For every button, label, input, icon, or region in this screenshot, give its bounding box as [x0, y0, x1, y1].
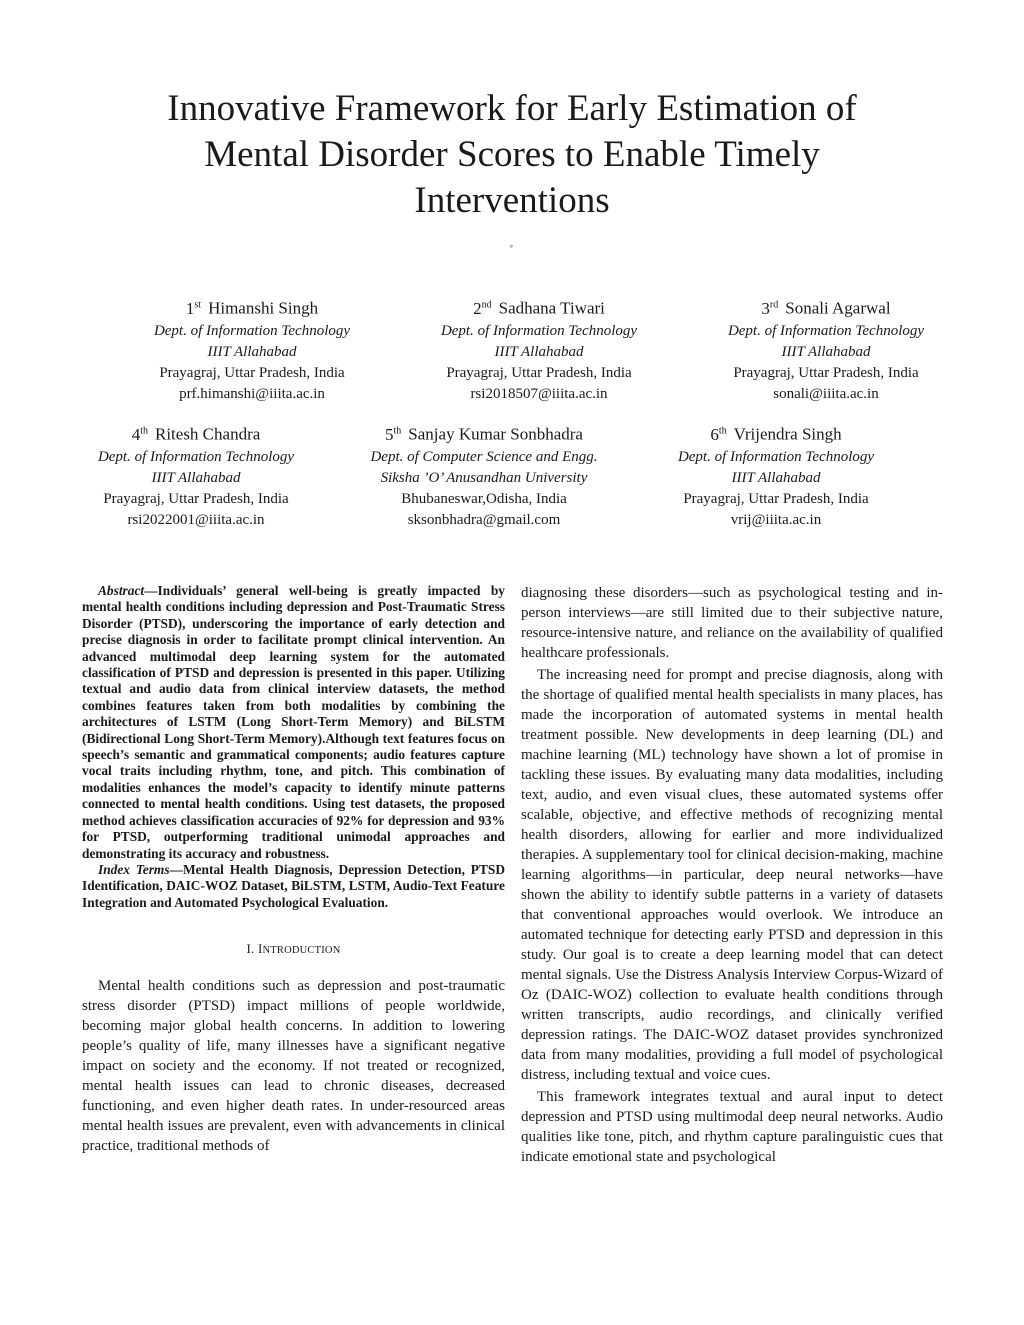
left-column — [82, 583, 505, 1156]
intro-paragraph-2: The increasing need for prompt and precise diagnosis, along with the shortage of qualified mental health specialists in many places, has made the incorporation of automated systems in mental health treatment possible. New developments in deep learning (DL) and machine learning (ML) technology have shown a lot of promise in tackling these issues. By evaluating many data modalities, including text, audio, and even visual clues, these automated systems offer scalable, objective, and effective methods of recognizing mental health disorders, allowing for earlier and more individualized therapies. A supplementary tool for clinical decision-making, machine learning algorithms—in particular, deep neural networks—have shown the ability to identify subtle patterns in a variety of datasets that conventional approaches would overlook. We introduce an automated technique for detecting early PTSD and depression in this study. Our goal is to create a deep learning model that can detect mental signals. Use the Distress Analysis Interview Corpus-Wizard of Oz (DAIC-WOZ) collection to evaluate health conditions through written transcripts, audio recordings, and clinically verified depression ratings. The DAIC-WOZ dataset provides synchronized data from many modalities, providing a full model of psychological distress, including textual and voice cues. — [521, 667, 943, 1083]
author-institution: IIIT Allahabad — [494, 343, 584, 360]
abstract — [82, 583, 505, 862]
author-dept: Dept. of Information Technology — [153, 322, 351, 339]
author-name-line: 5th Sanjay Kumar Sonbhadra — [385, 424, 583, 444]
title-line-3: Interventions — [414, 180, 610, 221]
author-email[interactable]: sonali@iiita.ac.in — [773, 385, 879, 402]
author-institution: IIIT Allahabad — [207, 343, 297, 360]
index-terms-label: Index Terms — [98, 861, 170, 877]
author-block-4 — [46, 420, 346, 531]
author-email[interactable]: sksonbhadra@gmail.com — [407, 511, 561, 528]
intro-paragraph-3: This framework integrates textual and aural input to detect depression and PTSD using multimodal deep neural networks. Audio qualities like tone, pitch, and rhythm capture paralinguistic cues that indicate emotional state and psychological — [521, 1089, 943, 1165]
author-name: Sanjay Kumar Sonbhadra — [408, 424, 583, 444]
title-line-1: Innovative Framework for Early Estimation of — [167, 88, 857, 129]
right-column — [521, 583, 943, 1167]
title-line-2: Mental Disorder Scores to Enable Timely — [204, 134, 820, 175]
author-name-line: 3rd Sonali Agarwal — [761, 298, 891, 318]
author-institution: Siksha ’O’ Anusandhan University — [380, 469, 588, 486]
author-block-6 — [626, 420, 926, 531]
section-numeral: I. — [246, 941, 255, 957]
section-title-rest: NTRODUCTION — [262, 945, 341, 957]
author-name-line: 6th Vrijendra Singh — [710, 424, 842, 444]
author-institution: IIIT Allahabad — [151, 469, 241, 486]
author-name: Himanshi Singh — [208, 298, 319, 318]
intro-paragraph-1-continued: diagnosing these disorders—such as psychological testing and in-person interviews—are still limited due to their subjective nature, resource-intensive nature, and reliance on the availability of qualified healthcare professionals. — [521, 585, 943, 661]
author-email[interactable]: prf.himanshi@iiita.ac.in — [179, 385, 325, 402]
author-location: Prayagraj, Uttar Pradesh, India — [159, 364, 345, 381]
author-dept: Dept. of Information Technology — [440, 322, 638, 339]
intro-paragraph-1: Mental health conditions such as depression and post-traumatic stress disorder (PTSD) impact millions of people worldwide, becoming major global health concerns. In addition to lowering people’s quality of life, many illnesses have a significant negative impact on society and the economy. If not treated or recognized, mental health issues can lead to chronic diseases, decreased functioning, and even higher death rates. In under-resourced areas mental health issues are prevalent, even with advancements in clinical practice, traditional methods of — [82, 978, 505, 1155]
section-heading-introduction — [82, 939, 505, 961]
author-email[interactable]: vrij@iiita.ac.in — [730, 511, 822, 528]
author-location: Bhubaneswar,Odisha, India — [401, 490, 567, 507]
abstract-label: Abstract — [98, 583, 145, 598]
author-name: Ritesh Chandra — [154, 424, 261, 444]
author-dept: Dept. of Information Technology — [727, 322, 925, 339]
author-location: Prayagraj, Uttar Pradesh, India — [733, 364, 919, 381]
author-dept: Dept. of Information Technology — [97, 448, 295, 465]
author-dept: Dept. of Computer Science and Engg. — [370, 448, 598, 465]
author-name: Sonali Agarwal — [785, 298, 891, 318]
index-terms-text: —Mental Health Diagnosis, Depression Detection, PTSD Identification, DAIC-WOZ Dataset, BiLSTM, LSTM, Audio-Text Feature Integration and Automated Psychological Evaluation. — [82, 861, 505, 910]
section-title-initial: I — [257, 941, 263, 957]
title-footnote-mark: * — [509, 243, 514, 253]
author-name-line: 4th Ritesh Chandra — [131, 424, 261, 444]
author-dept: Dept. of Information Technology — [677, 448, 875, 465]
author-name: Vrijendra Singh — [733, 424, 842, 444]
author-institution: IIIT Allahabad — [731, 469, 821, 486]
author-location: Prayagraj, Uttar Pradesh, India — [103, 490, 289, 507]
author-name-line: 2nd Sadhana Tiwari — [473, 298, 605, 318]
index-terms — [82, 862, 505, 911]
author-block-2 — [389, 294, 689, 405]
paper-title — [120, 86, 904, 224]
author-email[interactable]: rsi2018507@iiita.ac.in — [470, 385, 608, 402]
author-location: Prayagraj, Uttar Pradesh, India — [446, 364, 632, 381]
author-location: Prayagraj, Uttar Pradesh, India — [683, 490, 869, 507]
author-block-3 — [676, 294, 976, 405]
author-institution: IIIT Allahabad — [781, 343, 871, 360]
author-name: Sadhana Tiwari — [498, 298, 605, 318]
author-name-line: 1st Himanshi Singh — [185, 298, 319, 318]
abstract-text: —Individuals’ general well-being is greatly impacted by mental health conditions including depression and Post-Traumatic Stress Disorder (PTSD), underscoring the importance of early detection and precise diagnosis in order to facilitate prompt clinical intervention. An advanced multimodal deep learning system for the automated classification of PTSD and depression is presented in this paper. Utilizing textual and audio data from clinical interview datasets, the method combines features taken from both modalities by combining the architectures of LSTM (Long Short-Term Memory) and BiLSTM (Bidirectional Long Short-Term Memory).Although text features focus on speech’s semantic and grammatical components; audio features capture vocal traits including rhythm, tone, and pitch. This combination of modalities enhances the model’s capacity to identify minute patterns connected to mental health conditions. Using test datasets, the proposed method achieves classification accuracies of 92% for depression and 93% for PTSD, outperforming traditional unimodal approaches and demonstrating its accuracy and robustness. — [82, 583, 505, 861]
author-block-5 — [334, 420, 634, 531]
author-block-1 — [102, 294, 402, 405]
author-email[interactable]: rsi2022001@iiita.ac.in — [127, 511, 265, 528]
